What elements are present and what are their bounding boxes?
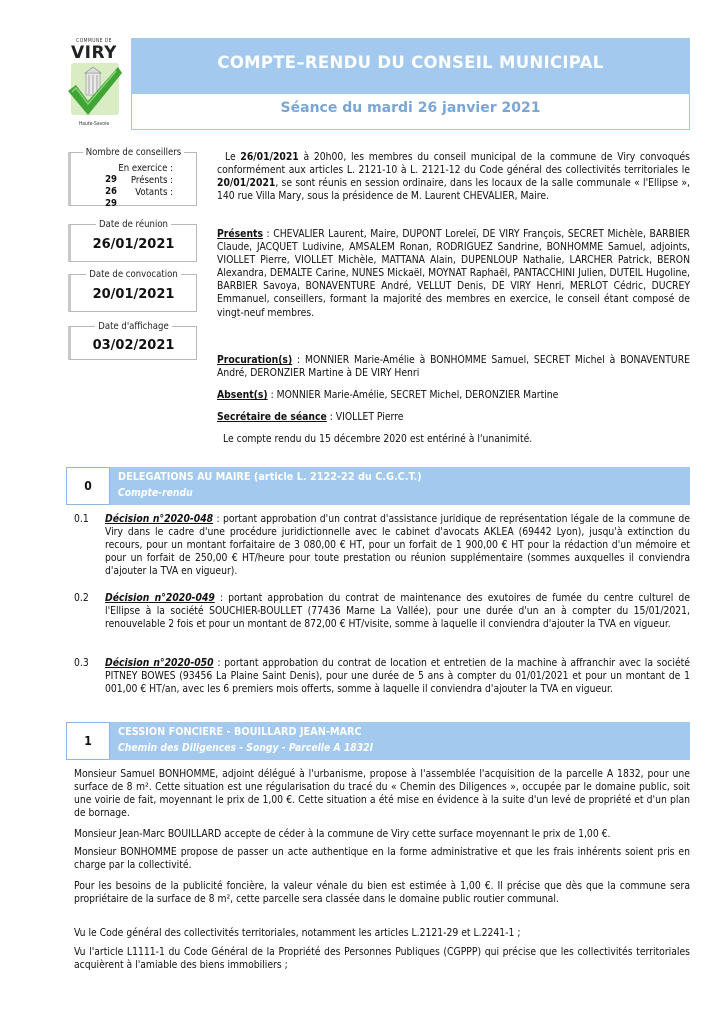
decision-ref: Décision n°2020-049 — [105, 592, 215, 604]
procuration-label: Procuration(s) — [217, 354, 293, 366]
item-number: 0.1 — [74, 513, 89, 525]
count-label: En exercice : — [118, 163, 173, 174]
count-label: Votants : — [135, 187, 173, 198]
absent-label: Absent(s) — [217, 389, 268, 401]
section-header — [110, 722, 690, 760]
logo-region: Haute-Savoie — [78, 121, 110, 127]
checkmark-logo-icon — [66, 61, 124, 121]
reunion-date-box — [68, 219, 197, 262]
convocation-date: 20/01/2021 — [217, 177, 276, 190]
decision-item: Décision n°2020-048 : portant approbation d'un contrat d'assistance juridique de représentation légale de la commune de Viry dans le cadre d'une procédure juridictionnelle avec le cabinet d'avocats AKLEA (69442 Lyon), jusqu'à extinction du recours, pour un montant forfaitaire de 3 080,00 € HT, pour un forfait de 1 900,00 € HT pour la rédaction d'un mémoire et pour un forfait de 250,00 € HT/heure pour toute prestation ou réunion supplémentaire (sommes auxquelles il conviendra d'ajouter la TVA en vigueur). — [105, 513, 690, 578]
secretaire-label: Secrétaire de séance — [217, 411, 327, 423]
procuration-paragraph: Procuration(s) : MONNIER Marie-Amélie à BONHOMME Samuel, SECRET Michel à BONAVENTURE André, DERONZIER Martine à DE VIRY Henri — [217, 354, 690, 380]
counts-title: Nombre de conseillers — [83, 147, 184, 158]
count-value: 29 — [105, 174, 117, 185]
body-paragraph: Monsieur BONHOMME propose de passer un acte authentique en la forme administrative et que les frais inhérents soient pris en charge par la collectivité. — [74, 846, 690, 872]
presents-paragraph: Présents : CHEVALIER Laurent, Maire, DUPONT Loreleï, DE VIRY François, SECRET Michèle, BARBIER Claude, JACQUET Ludivine, AMSALEM Ronan, RODRIGUEZ Sandrine, BONHOMME Samuel, adjoints, VIOLLET Pierre, VIOLLET Michèle, MATTANA Alain, DUPENLOUP Nathalie, LARCHER Patrick, BERON Alexandra, DEMALTE Carine, NUNES Mickaël, MOYNAT Raphaël, PANTACCHINI Julien, DUTEIL Hugoline, BARBIER Savoya, BONAVENTURE André, VELLUT Denis, DE VIRY Henri, MERLOT Cédric, DUCREY Emmanuel, conseillers, formant la majorité des membres en exercice, le conseil étant composé de vingt-neuf membres. — [217, 228, 690, 319]
header-banner — [131, 38, 690, 94]
secretaire-paragraph: Secrétaire de séance : VIOLLET Pierre — [217, 411, 404, 423]
body-paragraph: Monsieur Samuel BONHOMME, adjoint délégué à l'urbanisme, propose à l'assemblée l'acquisition de la parcelle A 1832, pour une surface de 8 m². Cette situation est une régularisation du tracé du « Chemin des Diligences », occupée par le domaine public, soit une voirie de fait, moyennant le prix de 1,00 €. Cette situation a été mise en évidence à la suite d'un levé de propriété et d'un plan de bornage. — [74, 768, 690, 820]
date-label: Date d'affichage — [95, 321, 171, 332]
item-number: 0.3 — [74, 657, 89, 669]
item-number: 0.2 — [74, 592, 89, 604]
date-label: Date de réunion — [96, 219, 171, 230]
count-label: Présents : — [130, 175, 173, 186]
affichage-date-box — [68, 321, 197, 360]
section-subtitle: Chemin des Diligences - Songy - Parcelle A 1832l — [118, 742, 373, 754]
decision-ref: Décision n°2020-050 — [105, 657, 214, 669]
compte-rendu-statement: Le compte rendu du 15 décembre 2020 est entériné à l'unanimité. — [223, 433, 533, 445]
logo-name: VIRY — [71, 43, 117, 63]
session-box — [131, 94, 690, 130]
meeting-date: 26/01/2021 — [240, 151, 299, 163]
body-paragraph: Vu l'article L1111-1 du Code Général de la Propriété des Personnes Publiques (CGPPP) qui précise que les collectivités territoriales acquièrent à l'amiable des biens immobiliers ; — [74, 946, 690, 972]
commune-logo — [66, 38, 130, 130]
decision-ref: Décision n°2020-048 — [105, 513, 214, 525]
session-date: Séance du mardi 26 janvier 2021 — [280, 100, 541, 116]
convocation-date-box — [68, 269, 197, 312]
decision-item: Décision n°2020-049 : portant approbation du contrat de maintenance des exutoires de fumée du centre culturel de l'Ellipse à la société SOUCHIER-BOULLET (77436 Marne La Vallée), pour une durée d'un an à compter du 15/01/2021, renouvelable 2 fois et pour un montant de 872,00 € HT/visite, somme à laquelle il conviendra d'ajouter la TVA en vigueur. — [105, 592, 690, 631]
section-title: CESSION FONCIERE - BOUILLARD JEAN-MARC — [118, 725, 362, 738]
intro-paragraph: Le 26/01/2021 à 20h00, les membres du conseil municipal de la commune de Viry convoqués conformément aux articles L. 2121-10 à L. 2121-12 du Code général des collectivités territoriales le 20/01/2021, se sont réunis en session ordinaire, dans les locaux de la salle communale « l'Ellipse », 140 rue Villa Mary, sous la présidence de M. Laurent CHEVALIER, Maire. — [217, 151, 690, 203]
date-value: 20/01/2021 — [92, 287, 175, 302]
count-value: 26 — [105, 186, 117, 197]
absent-paragraph: Absent(s) : MONNIER Marie-Amélie, SECRET Michel, DERONZIER Martine — [217, 389, 559, 401]
date-value: 26/01/2021 — [92, 237, 175, 252]
counts-box — [68, 147, 197, 209]
section-title: DELEGATIONS AU MAIRE (article L. 2122-22 du C.G.C.T.) — [118, 470, 422, 483]
decision-item: Décision n°2020-050 : portant approbation du contrat de location et entretien de la machine à affranchir avec la société PITNEY BOWES (93456 La Plaine Saint Denis), pour une durée de 5 ans à compter du 01/01/2021 et pour un montant de 1 001,00 € HT/an, avec les 6 premiers mois offerts, somme à laquelle il conviendra d'ajouter la TVA en vigueur. — [105, 657, 690, 696]
logo-commune-label: COMMUNE DE — [76, 38, 112, 44]
date-label: Date de convocation — [86, 269, 180, 280]
page-title: COMPTE–RENDU DU CONSEIL MUNICIPAL — [217, 53, 604, 72]
body-paragraph: Pour les besoins de la publicité foncière, la valeur vénale du bien est estimée à 1,00 €. Il précise que dès que la commune sera propriétaire de la surface de 8 m², cette parcelle sera classée dans le domaine public routier communal. — [74, 880, 690, 906]
section-number: 0 — [66, 467, 110, 505]
section-header — [110, 467, 690, 505]
body-paragraph: Vu le Code général des collectivités territoriales, notamment les articles L.2121-29 et L.2241-1 ; — [74, 927, 521, 939]
section-number: 1 — [66, 722, 110, 760]
date-value: 03/02/2021 — [92, 338, 175, 353]
body-paragraph: Monsieur Jean-Marc BOUILLARD accepte de céder à la commune de Viry cette surface moyennant le prix de 1,00 €. — [74, 828, 611, 840]
count-row — [101, 187, 191, 209]
presents-label: Présents — [217, 228, 263, 240]
section-subtitle: Compte-rendu — [118, 487, 193, 499]
count-value: 29 — [105, 198, 117, 209]
